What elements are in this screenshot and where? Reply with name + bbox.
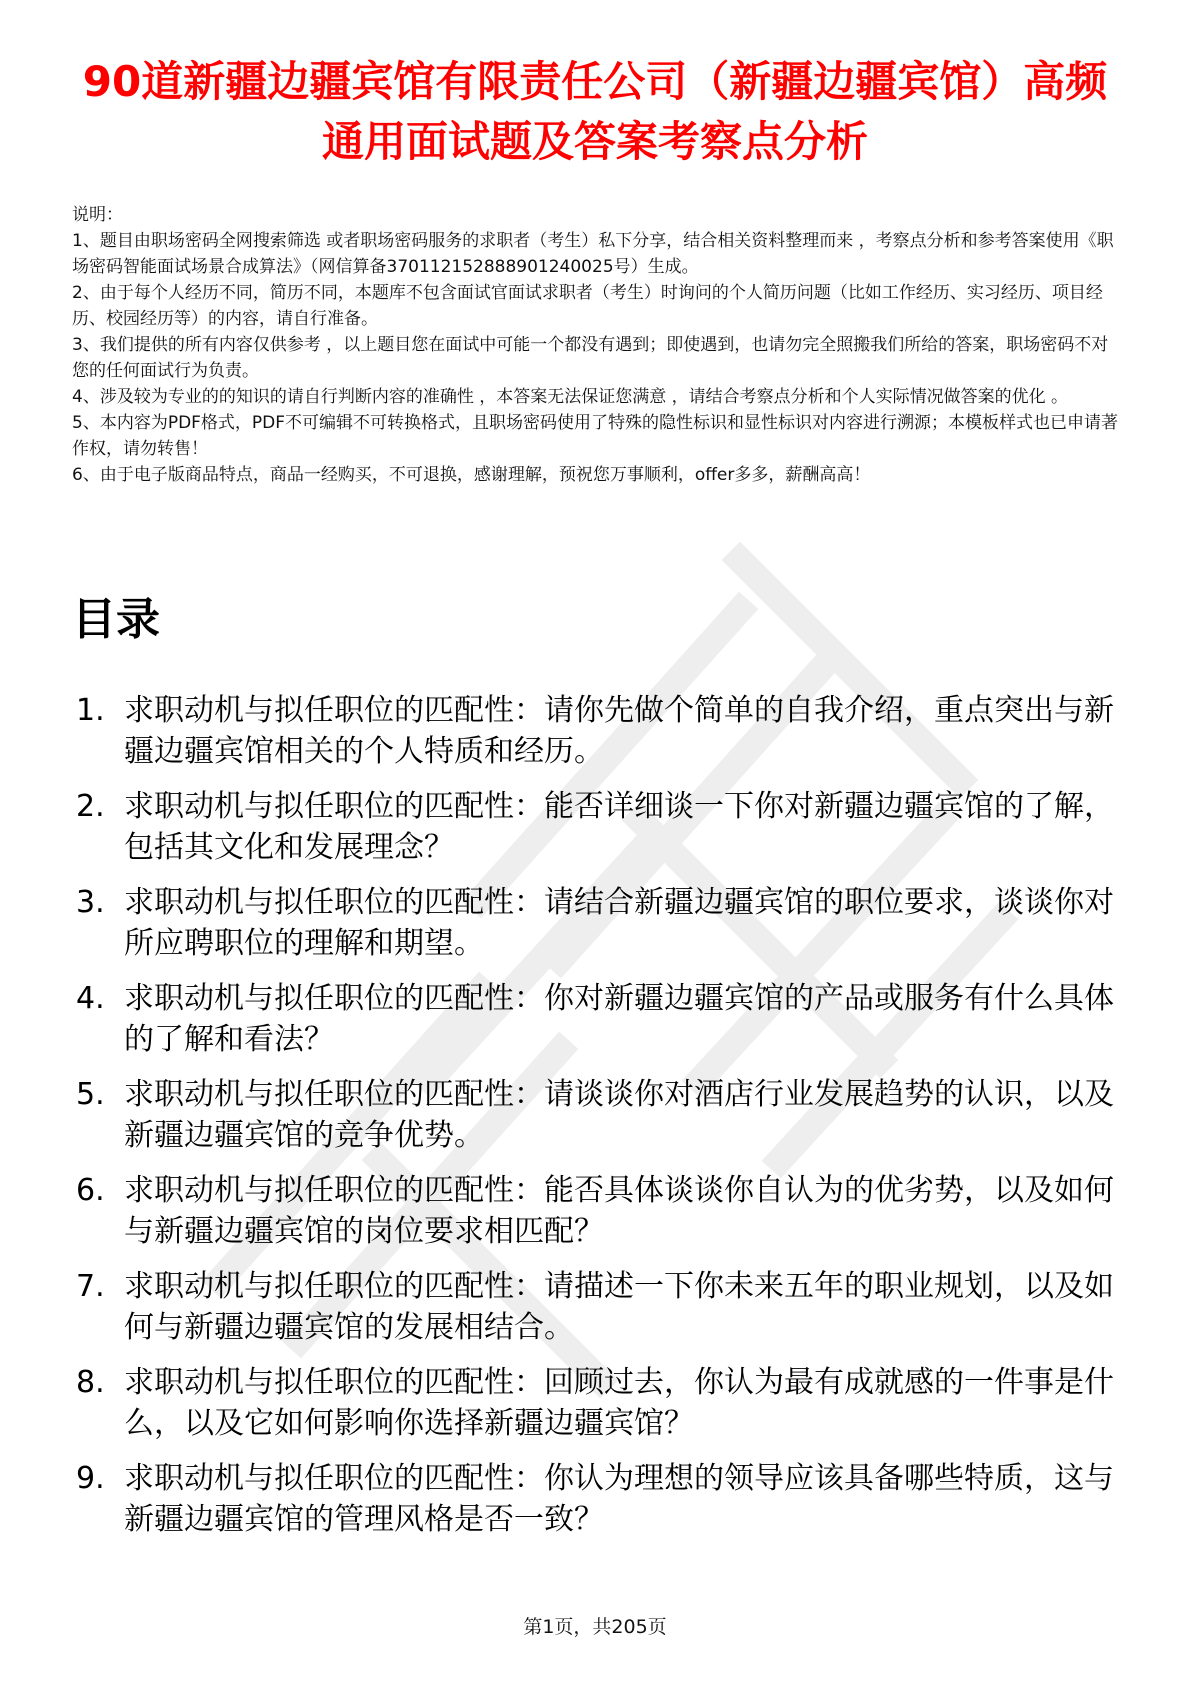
page-footer: 第1页，共205页 (523, 1616, 667, 1638)
toc-item-number: 5. (76, 1077, 105, 1112)
note-item: 4、涉及较为专业的的知识的请自行判断内容的准确性 ，本答案无法保证您满意 ，请结合考察点分析和个人实际情况做答案的优化 。 (72, 387, 1069, 407)
toc-item[interactable] (72, 1170, 1122, 1252)
toc-list (72, 690, 1122, 1554)
toc-item-text: 求职动机与拟任职位的匹配性：请你先做个简单的自我介绍，重点突出与新疆边疆宾馆相关的个人特质和经历。 (124, 693, 1114, 769)
toc-item-number: 8. (76, 1365, 105, 1400)
toc-item[interactable] (72, 690, 1122, 772)
toc-item-text: 求职动机与拟任职位的匹配性：请谈谈你对酒店行业发展趋势的认识，以及新疆边疆宾馆的竞争优势。 (124, 1077, 1114, 1153)
toc-item[interactable] (72, 978, 1122, 1060)
toc-item-text: 求职动机与拟任职位的匹配性：能否详细谈一下你对新疆边疆宾馆的了解，包括其文化和发展理念？ (124, 789, 1114, 865)
toc-item-number: 6. (76, 1173, 105, 1208)
toc-item-text: 求职动机与拟任职位的匹配性：回顾过去，你认为最有成就感的一件事是什么，以及它如何影响你选择新疆边疆宾馆？ (124, 1365, 1114, 1441)
toc-item-text: 求职动机与拟任职位的匹配性：请描述一下你未来五年的职业规划，以及如何与新疆边疆宾馆的发展相结合。 (124, 1269, 1114, 1345)
note-item: 3、我们提供的所有内容仅供参考 ，以上题目您在面试中可能一个都没有遇到；即使遇到，也请勿完全照搬我们所给的答案，职场密码不对您的任何面试行为负责。 (72, 335, 1109, 381)
toc-item-text: 求职动机与拟任职位的匹配性：你认为理想的领导应该具备哪些特质，这与新疆边疆宾馆的管理风格是否一致？ (124, 1461, 1114, 1537)
toc-item-number: 3. (76, 885, 105, 920)
toc-heading: 目录 (72, 594, 160, 645)
note-item: 1、题目由职场密码全网搜索筛选 或者职场密码服务的求职者（考生）私下分享，结合相关资料整理而来 ，考察点分析和参考答案使用《职场密码智能面试场景合成算法》（网信算备370112152888901240025号）生成。 (72, 231, 1114, 277)
toc-item[interactable] (72, 1362, 1122, 1444)
toc-item-number: 4. (76, 981, 105, 1016)
toc-item-number: 9. (76, 1461, 105, 1496)
toc-item-number: 7. (76, 1269, 105, 1304)
toc-item[interactable] (72, 786, 1122, 868)
toc-item-number: 1. (76, 693, 105, 728)
toc-item[interactable] (72, 1266, 1122, 1348)
disclaimer-notes (72, 202, 1120, 488)
document-title: 90道新疆边疆宾馆有限责任公司（新疆边疆宾馆）高频通用面试题及答案考察点分析 (82, 57, 1108, 166)
toc-item[interactable] (72, 1458, 1122, 1540)
note-item: 5、本内容为PDF格式，PDF不可编辑不可转换格式，且职场密码使用了特殊的隐性标识和显性标识对内容进行溯源；本模板样式也已申请著作权，请勿转售！ (72, 413, 1119, 459)
note-item: 6、由于电子版商品特点，商品一经购买，不可退换，感谢理解，预祝您万事顺利，offer多多，薪酬高高！ (72, 465, 871, 485)
toc-item-text: 求职动机与拟任职位的匹配性：你对新疆边疆宾馆的产品或服务有什么具体的了解和看法？ (124, 981, 1114, 1057)
toc-item-text: 求职动机与拟任职位的匹配性：能否具体谈谈你自认为的优劣势，以及如何与新疆边疆宾馆的岗位要求相匹配？ (124, 1173, 1114, 1249)
notes-heading: 说明： (72, 205, 123, 225)
toc-item[interactable] (72, 1074, 1122, 1156)
toc-item-text: 求职动机与拟任职位的匹配性：请结合新疆边疆宾馆的职位要求，谈谈你对所应聘职位的理解和期望。 (124, 885, 1114, 961)
toc-item-number: 2. (76, 789, 105, 824)
toc-item[interactable] (72, 882, 1122, 964)
note-item: 2、由于每个人经历不同，简历不同，本题库不包含面试官面试求职者（考生）时询问的个人简历问题（比如工作经历、实习经历、项目经历、校园经历等）的内容，请自行准备。 (72, 283, 1103, 329)
